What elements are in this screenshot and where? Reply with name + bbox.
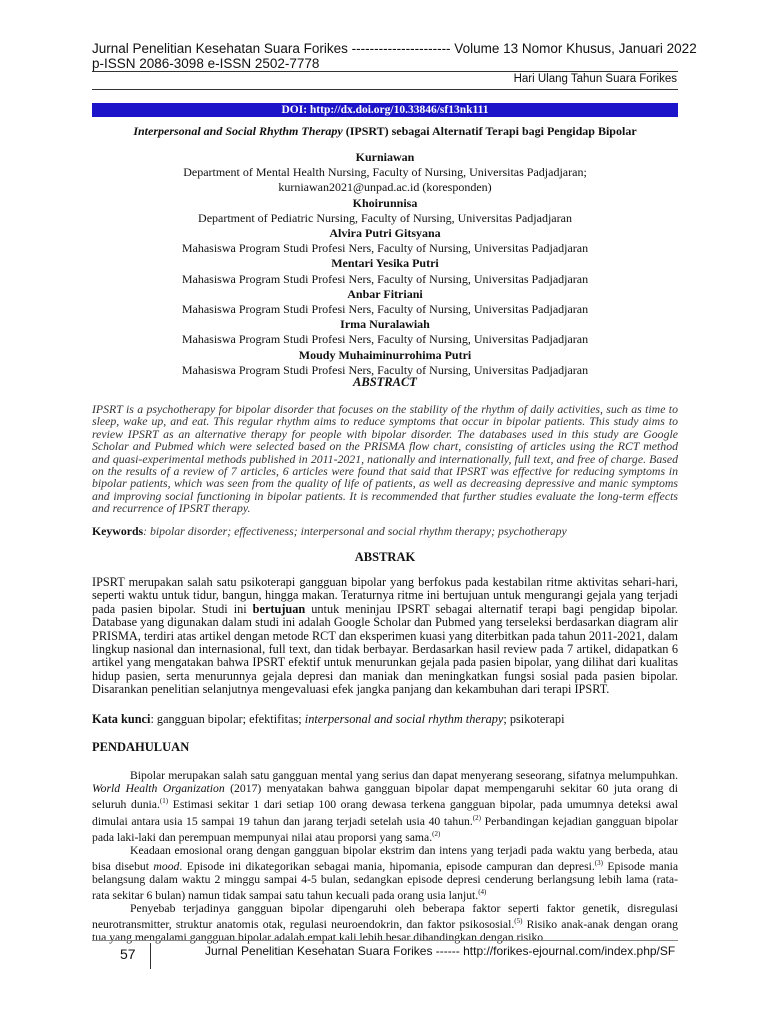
footer-vertical-divider <box>150 943 151 969</box>
author-email[interactable]: kurniawan2021@unpad.ac.id (koresponden) <box>278 180 492 195</box>
text-run: . Episode ini dikategorikan sebagai mania, hipomania, episode campuran dan depresi. <box>179 860 595 874</box>
keywords-label: Keywords <box>92 524 144 538</box>
author-name: Khoirunnisa <box>352 195 418 210</box>
author-name: Irma Nuralawiah <box>340 317 430 332</box>
paragraph <box>92 903 678 945</box>
author-affiliation: Mahasiswa Program Studi Profesi Ners, Faculty of Nursing, Universitas Padjadjaran <box>181 332 589 347</box>
kata-kunci-part: ; psikoterapi <box>503 712 565 726</box>
citation-ref[interactable]: (2) <box>472 813 481 822</box>
author-name: Mentari Yesika Putri <box>331 256 439 271</box>
kata-kunci-line <box>92 712 678 727</box>
paragraph <box>92 770 678 845</box>
kata-kunci-label: Kata kunci <box>92 712 151 726</box>
citation-ref[interactable]: (2) <box>432 830 441 839</box>
text-run: Keadaan emosional orang dengan gangguan bipolar ekstrim dan intens yang terjadi pada waktu yang berbeda, atau bisa disebut <box>92 843 678 874</box>
edition-label: Hari Ulang Tahun Suara Forikes <box>513 73 677 85</box>
text-run: Perbandingan kejadian gangguan bipolar pada laki-laki dan perempuan mempunyai nilai atau proporsi yang sama. <box>92 814 678 845</box>
abstrak-heading: ABSTRAK <box>354 550 416 564</box>
body-text <box>92 770 678 944</box>
author-list <box>92 150 678 378</box>
journal-header-line: Jurnal Penelitian Kesehatan Suara Forikes ---------------------- Volume 13 Nomor Khusus, Januari 2022 <box>92 41 697 56</box>
author-affiliation: Mahasiswa Program Studi Profesi Ners, Faculty of Nursing, Universitas Padjadjaran <box>181 271 589 286</box>
abstrak-text-part: IPSRT merupakan salah satu psikoterapi gangguan bipolar yang berfokus pada kestabilan ritme aktivitas sehari-hari, seperti waktu untuk tidur, bangun, hingga makan. Teraturnya ritme ini bertujuan untuk mengurangi gejala yang terjadi pada pasien bipolar. Studi ini <box>92 575 678 616</box>
author-affiliation: Department of Mental Health Nursing, Faculty of Nursing, Universitas Padjadjaran; <box>183 165 587 180</box>
text-run-italic: World Health Organization <box>92 781 225 795</box>
citation-ref[interactable]: (1) <box>159 797 169 806</box>
abstrak-bold-word: bertujuan <box>252 601 306 616</box>
text-run: (2017) menyatakan bahwa gangguan bipolar dapat mempengaruhi sekitar 60 juta orang di seluruh dunia. <box>92 781 678 812</box>
keywords-text: : bipolar disorder; effectiveness; interpersonal and social rhythm therapy; psychotherapy <box>143 524 567 538</box>
author-name: Anbar Fitriani <box>347 286 423 301</box>
footer-journal-link[interactable]: Jurnal Penelitian Kesehatan Suara Forikes ------ http://forikes-ejournal.com/index.php/SF <box>205 944 676 958</box>
author-affiliation: Mahasiswa Program Studi Profesi Ners, Faculty of Nursing, Universitas Padjadjaran <box>181 302 589 317</box>
issn-line: p-ISSN 2086-3098 e-ISSN 2502-7778 <box>92 56 320 71</box>
author-affiliation: Department of Pediatric Nursing, Faculty of Nursing, Universitas Padjadjaran <box>198 210 572 225</box>
kata-kunci-part: : gangguan bipolar; efektifitas; <box>150 712 305 726</box>
header-divider-bottom <box>92 89 678 90</box>
page-number: 57 <box>120 946 136 962</box>
abstract-text: IPSRT is a psychotherapy for bipolar disorder that focuses on the stability of the rhythm of daily activities, such as time to sleep, wake up, and eat. This regular rhythm aims to reduce symptoms that occur in bipolar patients. This study aims to review IPSRT as an alternative therapy for people with bipolar disorder. The databases used in this study are Google Scholar and Pubmed which were selected based on the PRISMA flow chart, consisting of articles using the RCT method and quasi-experimental methods published in 2011-2021, nationally and internationally, full text, and free of charge. Based on the results of a review of 7 articles, 6 articles were found that said that IPSRT was effective for reducing symptoms in bipolar patients, which was seen from the quality of life of patients, as well as decreasing depressive and manic symptoms and improving social functioning in bipolar patients. It is recommended that further studies evaluate the long-term effects and recurrence of IPSRT therapy. <box>92 402 678 516</box>
author-name: Moudy Muhaiminurrohima Putri <box>298 347 472 362</box>
text-run: Penyebab terjadinya gangguan bipolar dipengaruhi oleh beberapa faktor seperti faktor genetik, disregulasi neurotransmitter, struktur anatomis otak, regulasi neuroendokrin, dan faktor psikososial. <box>92 901 678 932</box>
citation-ref[interactable]: (4) <box>478 888 487 897</box>
title-rest: (IPSRT) sebagai Alternatif Terapi bagi Pengidap Bipolar <box>342 124 637 138</box>
text-run-italic: mood <box>153 860 180 874</box>
citation-ref[interactable]: (3) <box>594 859 603 868</box>
doi-bar[interactable]: DOI: http://dx.doi.org/10.33846/sf13nk111 <box>92 103 678 117</box>
abstrak-text <box>92 576 678 697</box>
keywords-line <box>92 524 678 539</box>
author-name: Kurniawan <box>355 150 415 164</box>
paragraph <box>92 845 678 903</box>
kata-kunci-italic: interpersonal and social rhythm therapy <box>304 712 504 726</box>
text-run: Bipolar merupakan salah satu gangguan mental yang serius dan dapat menyerang seseorang, sifatnya melumpuhkan. <box>130 769 678 782</box>
footer-divider <box>92 940 678 941</box>
title-italic-part: Interpersonal and Social Rhythm Therapy <box>133 124 343 138</box>
abstract-heading: ABSTRACT <box>353 375 417 389</box>
text-run: Risiko anak-anak dengan orang tua yang mengalami gangguan bipolar adalah empat kali lebih besar dibandingkan dengan risiko <box>92 918 678 944</box>
abstrak-text-part: untuk meninjau IPSRT sebagai alternatif terapi bagi pengidap bipolar. Database yang digunakan dalam studi ini adalah Google Scholar dan Pubmed yang terseleksi berdasarkan diagram alir PRISMA, terdiri atas artikel dengan metode RCT dan eksperimen kuasi yang diterbitkan pada tahun 2011-2021, dalam lingkup nasional dan internasional, full text, dan tidak berbayar. Berdasarkan hasil review pada 7 artikel, didapatkan 6 artikel yang mengatakan bahwa IPSRT efektif untuk menurunkan gejala pada pasien bipolar, yang dilihat dari kualitas hidup pasien, serta menurunnya gejala depresi dan maniak dan meningkatkan fungsi sosial pada pasien bipolar. Disarankan penelitian selanjutnya mengevaluasi efek jangka panjang dan kekambuhan dari terapi IPSRT. <box>92 601 678 697</box>
citation-ref[interactable]: (5) <box>514 917 523 926</box>
article-title <box>92 124 678 139</box>
text-run: Episode mania belangsung dalam waktu 2 minggu sampai 4-5 bulan, sedangkan episode depresi cenderung berlangsung lebih lama (rata-rata sekitar 6 bulan) namun tidak sampai satu tahun kecuali pada orang usia lanjut. <box>92 860 679 903</box>
author-affiliation: Mahasiswa Program Studi Profesi Ners, Faculty of Nursing, Universitas Padjadjaran <box>181 362 589 377</box>
author-name: Alvira Putri Gitsyana <box>329 226 441 241</box>
section-heading-pendahuluan: PENDAHULUAN <box>92 740 190 754</box>
header-divider <box>92 71 678 72</box>
author-affiliation: Mahasiswa Program Studi Profesi Ners, Faculty of Nursing, Universitas Padjadjaran <box>181 241 589 256</box>
text-run: Estimasi sekitar 1 dari setiap 100 orang dewasa terkena gangguan bipolar, pada umumnya deteksi awal dimulai antara usia 15 sampai 19 tahun dan jarang terjadi setelah usia 40 tahun. <box>92 798 678 828</box>
